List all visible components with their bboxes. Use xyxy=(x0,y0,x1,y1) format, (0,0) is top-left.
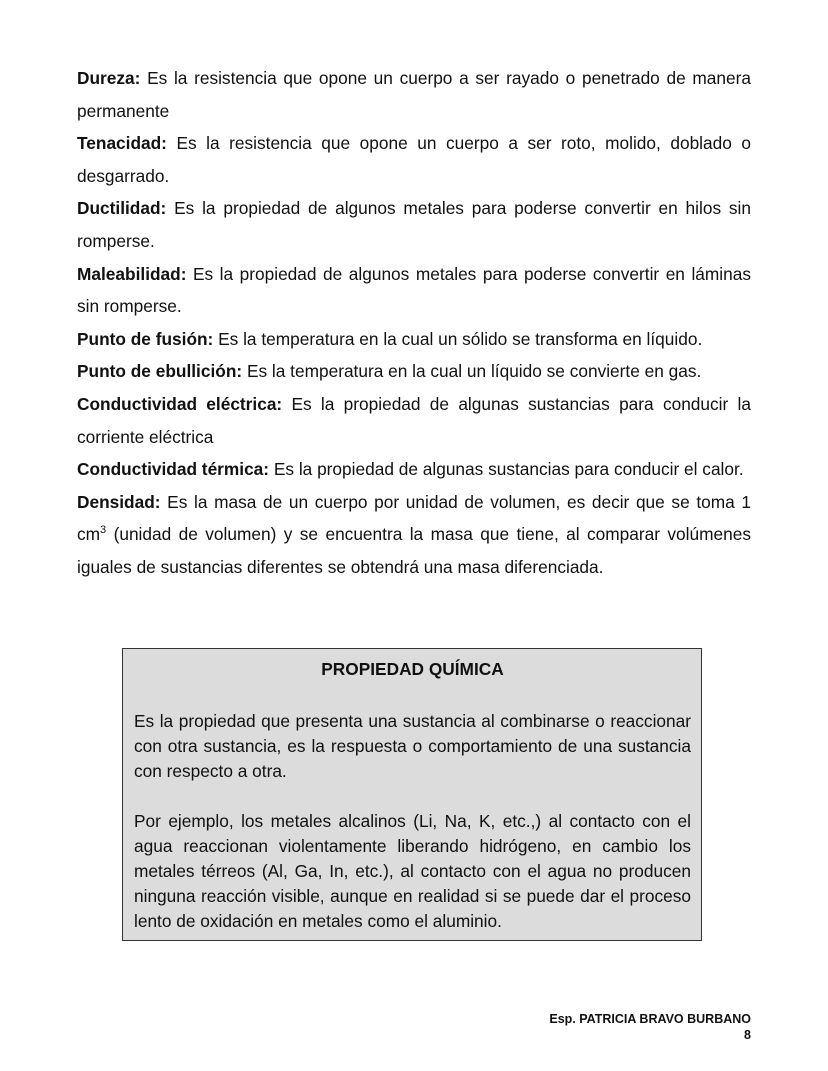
term: Densidad: xyxy=(77,491,161,512)
superscript: 3 xyxy=(100,524,107,537)
definition-punto-ebullicion xyxy=(77,355,751,388)
definitions-list xyxy=(77,62,751,584)
author: Esp. PATRICIA BRAVO BURBANO xyxy=(549,1012,751,1026)
term: Maleabilidad: xyxy=(77,263,187,284)
chemical-property-box xyxy=(122,648,702,941)
definition-text: Es la propiedad de algunas sustancias para conducir la corriente eléctrica xyxy=(77,393,751,447)
box-title: PROPIEDAD QUÍMICA xyxy=(321,659,504,679)
definition-punto-fusion xyxy=(77,323,751,356)
page-footer xyxy=(549,1011,751,1043)
box-paragraph: Es la propiedad que presenta una sustancia al combinarse o reaccionar con otra sustancia, es la respuesta o comportamiento de una sustancia con respecto a otra. xyxy=(134,711,691,781)
term: Tenacidad: xyxy=(77,133,167,154)
definition-text: Es la temperatura en la cual un líquido se convierte en gas. xyxy=(242,361,702,382)
definition-tenacidad xyxy=(77,127,751,192)
definition-text: Es la temperatura en la cual un sólido se transforma en líquido. xyxy=(213,328,703,349)
box-paragraph: Por ejemplo, los metales alcalinos (Li, Na, K, etc.,) al contacto con el agua reaccionan violentamente liberando hidrógeno, en cambio los metales térreos (Al, Ga, In, etc.), al contacto con el agua no producen ninguna reacción visible, aunque en realidad si se puede dar el proceso lento de oxidación en metales como el aluminio. xyxy=(134,811,691,931)
term: Conductividad eléctrica: xyxy=(77,393,283,414)
page-number: 8 xyxy=(744,1028,751,1042)
term: Ductilidad: xyxy=(77,198,167,219)
term: Punto de fusión: xyxy=(77,328,214,349)
definition-text: Es la propiedad de algunas sustancias para conducir el calor. xyxy=(269,459,744,480)
term: Punto de ebullición: xyxy=(77,361,243,382)
definition-dureza xyxy=(77,62,751,127)
term: Dureza: xyxy=(77,68,141,88)
definition-maleabilidad xyxy=(77,258,751,323)
definition-conductividad-termica xyxy=(77,453,751,486)
definition-densidad xyxy=(77,486,751,584)
definition-ductilidad xyxy=(77,192,751,257)
definition-conductividad-electrica xyxy=(77,388,751,453)
definition-text: Es la propiedad de algunos metales para poderse convertir en hilos sin romperse. xyxy=(77,198,751,251)
definition-text-cont: (unidad de volumen) y se encuentra la masa que tiene, al comparar volúmenes iguales de sustancias diferentes se obtendrá una masa diferenciada. xyxy=(77,524,751,577)
definition-text: Es la resistencia que opone un cuerpo a ser roto, molido, doblado o desgarrado. xyxy=(77,133,751,186)
definition-text: Es la masa de un cuerpo por unidad de volumen, es decir que se toma 1 cm xyxy=(77,491,751,545)
definition-text: Es la resistencia que opone un cuerpo a ser rayado o penetrado de manera permanente xyxy=(77,68,751,121)
definition-text: Es la propiedad de algunos metales para poderse convertir en láminas sin romperse. xyxy=(77,263,751,317)
term: Conductividad térmica: xyxy=(77,459,270,480)
